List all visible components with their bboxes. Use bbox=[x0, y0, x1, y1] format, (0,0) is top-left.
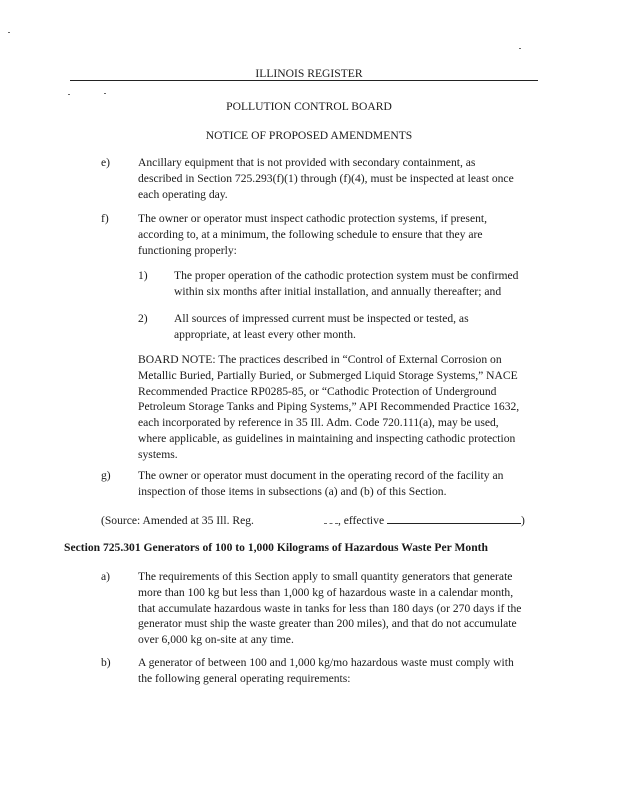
text-line: functioning properly: bbox=[138, 243, 237, 257]
text-line: The requirements of this Section apply to small quantity generators that generate bbox=[138, 570, 513, 583]
section-a-label: a) bbox=[101, 570, 111, 583]
header-rule bbox=[70, 80, 538, 81]
text-line: Recommended Practice RP0285-85, or “Cathodic Protection of Underground bbox=[138, 384, 497, 398]
text-line: BOARD NOTE: The practices described in “Control of External Corrosion on bbox=[138, 353, 502, 366]
text-line: according to, at a minimum, the following schedule to ensure that they are bbox=[138, 227, 483, 241]
notice-title: NOTICE OF PROPOSED AMENDMENTS bbox=[205, 129, 413, 142]
text-line: inspection of those items in subsections (a) and (b) of this Section. bbox=[138, 484, 447, 498]
source-blank bbox=[324, 512, 338, 524]
item-f-label: f) bbox=[101, 212, 109, 225]
source-effective: , effective bbox=[337, 514, 385, 527]
text-line: Metallic Buried, Partially Buried, or Submerged Liquid Storage Systems,” NACE bbox=[138, 368, 518, 382]
text-line: The owner or operator must inspect cathodic protection systems, if present, bbox=[138, 212, 488, 225]
text-line: Ancillary equipment that is not provided with secondary containment, as bbox=[138, 156, 476, 169]
text-line: generator must ship the waste greater than 200 miles), and that do not accumulate bbox=[138, 617, 517, 631]
text-line: over 6,000 kg on-site at any time. bbox=[138, 633, 294, 647]
effective-date-blank bbox=[387, 512, 521, 524]
text-line: A generator of between 100 and 1,000 kg/mo hazardous waste must comply with bbox=[138, 656, 514, 669]
board-title: POLLUTION CONTROL BOARD bbox=[226, 100, 392, 113]
text-line: described in Section 725.293(f)(1) through (f)(4), must be inspected at least once bbox=[138, 171, 514, 185]
source-prefix: (Source: Amended at 35 Ill. Reg. bbox=[101, 514, 254, 527]
text-line: each incorporated by reference in 35 Ill. Adm. Code 720.111(a), may be used, bbox=[138, 416, 499, 430]
text-line: each operating day. bbox=[138, 187, 228, 201]
text-line: systems. bbox=[138, 447, 178, 461]
register-title: ILLINOIS REGISTER bbox=[255, 67, 363, 80]
section-b-label: b) bbox=[101, 656, 111, 669]
section-heading: Section 725.301 Generators of 100 to 1,000 Kilograms of Hazardous Waste Per Month bbox=[64, 541, 488, 554]
section-b-text bbox=[138, 655, 514, 687]
text-line: the following general operating requirements: bbox=[138, 671, 351, 685]
scan-speck bbox=[104, 93, 106, 94]
scan-speck bbox=[68, 94, 70, 95]
item-e-label: e) bbox=[101, 156, 111, 169]
scan-speck bbox=[8, 32, 10, 33]
text-line: The owner or operator must document in the operating record of the facility an bbox=[138, 469, 504, 482]
item-g-label: g) bbox=[101, 469, 111, 482]
board-note bbox=[138, 352, 519, 463]
subitem-1-text bbox=[174, 268, 518, 300]
source-suffix: ) bbox=[521, 514, 525, 527]
scan-speck bbox=[519, 48, 521, 49]
item-f-text bbox=[138, 211, 487, 258]
item-e-text bbox=[138, 155, 514, 202]
section-a-text bbox=[138, 569, 521, 648]
text-line: more than 100 kg but less than 1,000 kg of hazardous waste in a calendar month, bbox=[138, 585, 514, 599]
text-line: The proper operation of the cathodic protection system must be confirmed bbox=[174, 269, 519, 282]
text-line: appropriate, at least every other month. bbox=[174, 327, 356, 341]
text-line: where applicable, as guidelines in maintaining and inspecting cathodic protection bbox=[138, 431, 516, 445]
text-line: that accumulate hazardous waste in tanks for less than 180 days (or 270 days if the bbox=[138, 601, 522, 615]
subitem-2-text bbox=[174, 311, 469, 343]
subitem-1-label: 1) bbox=[138, 269, 148, 282]
source-line bbox=[101, 512, 525, 529]
subitem-2-label: 2) bbox=[138, 312, 148, 325]
text-line: Petroleum Storage Tanks and Piping Systems,” API Recommended Practice 1632, bbox=[138, 400, 520, 414]
item-g-text bbox=[138, 468, 503, 500]
text-line: All sources of impressed current must be inspected or tested, as bbox=[174, 312, 469, 325]
text-line: within six months after initial installation, and annually thereafter; and bbox=[174, 284, 502, 298]
